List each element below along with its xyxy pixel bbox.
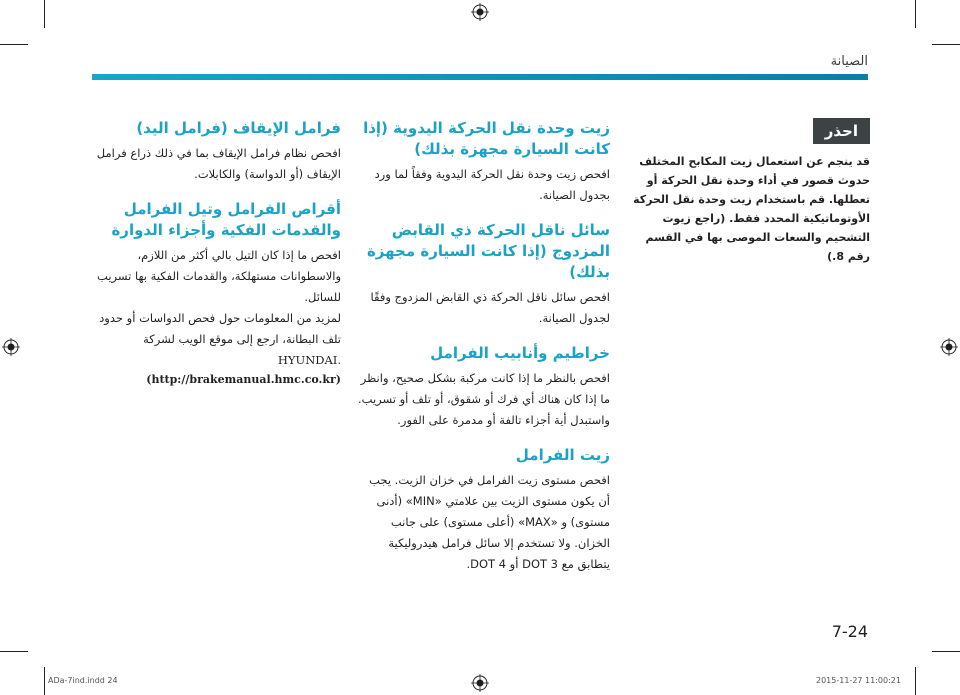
crop-mark	[44, 667, 45, 695]
registration-mark-icon	[940, 338, 958, 356]
page-number: 7-24	[831, 622, 868, 641]
crop-mark	[915, 667, 916, 695]
heading-brake-discs: أقراص الفرامل وتيل الفرامل والقدمات الفكية وأجزاء الدوارة	[111, 200, 341, 239]
section-title: الصيانة	[830, 54, 868, 69]
crop-mark	[915, 0, 916, 28]
registration-mark-icon	[471, 674, 489, 692]
paragraph-brake-info: لمزيد من المعلومات حول فحص الدواسات أو حدود تلف البطانة، ارجع إلى موقع الويب لشركة	[99, 311, 341, 346]
paragraph-parking-brake: افحص نظام فرامل الإيقاف بما في ذلك ذراع فرامل الإيقاف (أو الدواسة) والكابلات.	[96, 146, 341, 181]
crop-mark	[0, 651, 28, 652]
brand-name: HYUNDAI.	[277, 353, 341, 367]
paragraph-brake-discs: افحص ما إذا كان التيل بالي أكثر من اللازم، والاسطوانات مستهلكة، والقدمات الفكية بها تسريب للسائل.	[97, 248, 341, 304]
paragraph-brake-fluid: افحص مستوى زيت الفرامل في خزان الزيت. يجب أن يكون مستوى الزيت بين علامتي «MIN» (أدنى مستوى) و «MAX» (أعلى مستوى) على جانب الخزان. ولا تستخدم إلا سائل فرامل هيدروليكية يتطابق مع DOT 3 أو DOT 4.	[369, 473, 610, 571]
paragraph-brake-hoses: افحص بالنظر ما إذا كانت مركبة بشكل صحيح، وانظر ما إذا كان هناك أي فرك أو شقوق، أو تلف أو تسريب. واستبدل أية أجزاء تالفة أو مدمرة على الفور.	[358, 371, 610, 427]
caution-text: قد ينجم عن استعمال زيت المكابح المختلف حدوث قصور في أداء وحدة نقل الحركة أو تعطلها. قم باستخدام زيت وحدة نقل الحركة الأوتوماتيكية المحدد فقط. (راجع زيوت التشحيم والسعات الموصى بها في القسم رقم 8.)	[633, 155, 870, 263]
header-rule	[92, 74, 868, 80]
heading-manual-transmission-oil: زيت وحدة نقل الحركة اليدوية (إذا كانت السيارة مجهزة بذلك)	[363, 119, 610, 158]
crop-mark	[0, 44, 28, 45]
caution-badge: احذر	[813, 118, 870, 144]
paragraph-dct-fluid: افحص سائل ناقل الحركة ذي القابض المزدوج وفقًا لجدول الصيانة.	[370, 290, 610, 325]
footer-filename: ADa-7ind.indd 24	[48, 676, 118, 685]
heading-brake-fluid: زيت الفرامل	[515, 446, 610, 464]
paragraph-manual-transmission-oil: افحص زيت وحدة نقل الحركة اليدوية وفقاً لما ورد بجدول الصيانة.	[374, 167, 610, 202]
registration-mark-icon	[471, 3, 489, 21]
brake-manual-link[interactable]: (http://brakemanual.hmc.co.kr)	[146, 373, 341, 386]
left-column	[96, 118, 341, 386]
registration-mark-icon	[2, 338, 20, 356]
crop-mark	[932, 44, 960, 45]
crop-mark	[932, 651, 960, 652]
heading-brake-hoses: خراطيم وأنابيب الفرامل	[430, 344, 610, 362]
crop-mark	[44, 0, 45, 28]
footer-timestamp: 2015-11-27 11:00:21	[816, 676, 901, 685]
heading-parking-brake: فرامل الإيقاف (فرامل اليد)	[136, 119, 341, 137]
middle-column	[355, 118, 610, 575]
heading-dct-fluid: سائل ناقل الحركة ذي القابض المزدوج (إذا كانت السيارة مجهزة بذلك)	[366, 221, 610, 281]
caution-column	[620, 118, 870, 266]
